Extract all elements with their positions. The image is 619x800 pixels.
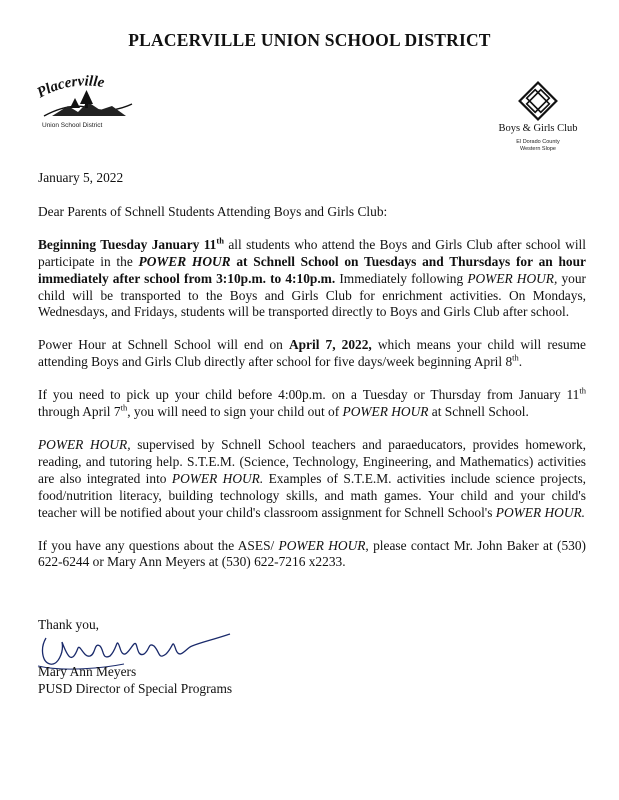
p1-schedule-bold: at Schnell School on Tuesdays and Thursdays for an hour immediately after school from 3:10p.m. to 4:10p.m.	[38, 253, 586, 286]
club-county: El Dorado County	[516, 139, 560, 145]
letter-body	[38, 170, 586, 587]
paragraph-pickup	[38, 387, 586, 421]
p1-sup: th	[216, 235, 224, 246]
p2-sup: th	[512, 352, 519, 363]
p4-power-hour-2: POWER HOUR.	[171, 470, 264, 486]
placerville-logo-graphic	[30, 72, 140, 124]
letter-closing: Thank you,	[38, 617, 99, 632]
p2-text: Power Hour at Schnell School will end on	[38, 337, 289, 353]
p1-power-hour-2: POWER HOUR,	[467, 270, 558, 286]
p3-text: If you need to pick up your child before 4:00p.m. on a Tuesday or Thursday from January 11	[38, 387, 580, 403]
paragraph-contact	[38, 538, 586, 572]
signature-title: PUSD Director of Special Programs	[38, 681, 233, 696]
p4-text: supervised by Schnell School teachers and paraeducators, provides homework, reading, and tutoring help. S.T.E.M. (Science, Technology, Engineering, and Mathematics) activities are also integrated into	[38, 436, 586, 486]
club-location	[480, 139, 596, 153]
paragraph-schedule	[38, 237, 586, 322]
paragraph-description	[38, 437, 586, 522]
placerville-logo-text: Placerville	[34, 73, 106, 102]
p4-text-2: Examples of S.T.E.M. activities include science projects, food/nutrition literacy, building technology skills, and math games. Your child and your child's teacher will be notified about your child's classroom assignment for Schnell School's	[38, 470, 586, 520]
paragraph-end-date	[38, 337, 586, 371]
p5-text-2: , please contact Mr. John Baker at (530) 622-6244 or Mary Ann Meyers at (530) 622-7216 x2233.	[38, 537, 586, 570]
p3-text-4: at Schnell School.	[428, 404, 529, 420]
p5-text: If you have any questions about the ASES/	[38, 537, 279, 553]
placerville-logo-subtext: Union School District	[42, 122, 103, 129]
p1-text: all students who attend the Boys and Girls Club after school will participate in the	[38, 236, 586, 269]
svg-text:Placerville	[35, 73, 106, 101]
p5-power-hour: POWER HOUR	[278, 537, 366, 553]
club-name: Boys & Girls Club	[498, 123, 578, 134]
p2-period: .	[518, 354, 523, 370]
p1-text-3: your child will be transported to the Boys and Girls Club for enrichment activities. On Mondays, Wednesdays, and Fridays, students will be transported directly to Boys and Girls Club after school.	[38, 270, 587, 320]
placerville-logo	[30, 72, 140, 136]
p3-text-2: through April 7	[38, 404, 121, 420]
p4-power-hour: POWER HOUR,	[38, 436, 131, 452]
letter-greeting: Dear Parents of Schnell Students Attending Boys and Girls Club:	[38, 203, 388, 219]
p1-power-hour: POWER HOUR	[138, 253, 231, 269]
signature-name: Mary Ann Meyers	[38, 664, 137, 679]
boys-girls-club-icon	[480, 80, 600, 122]
p1-text-2: Immediately following	[335, 270, 468, 286]
letter-date: January 5, 2022	[38, 170, 124, 185]
p3-sup-2: th	[120, 402, 128, 413]
p4-power-hour-3: POWER HOUR.	[495, 504, 586, 520]
p2-text-2: which means your child will resume attending Boys and Girls Club directly after school for five days/week beginning April 8	[38, 337, 586, 370]
p3-power-hour: POWER HOUR	[342, 404, 429, 420]
p2-end-date: April 7, 2022,	[288, 337, 372, 353]
p1-start: Beginning Tuesday January 11	[38, 236, 217, 252]
boys-girls-club-logo	[480, 80, 600, 180]
p3-text-3: , you will need to sign your child out of	[127, 404, 343, 420]
p3-sup-1: th	[579, 385, 586, 396]
district-title: PLACERVILLE UNION SCHOOL DISTRICT	[128, 30, 491, 50]
club-region: Western Slope	[520, 146, 556, 152]
